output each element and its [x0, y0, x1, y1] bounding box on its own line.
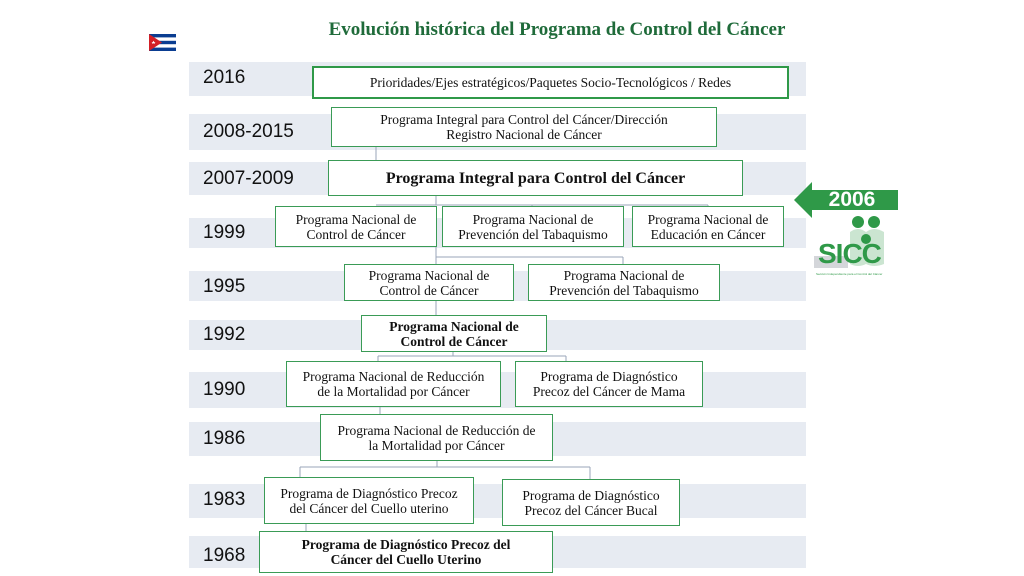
year-label: 1968 — [203, 545, 246, 566]
program-box-1983-cuello: Programa de Diagnóstico Precoz del Cáncer del Cuello uterino — [264, 477, 474, 524]
year-label: 1990 — [203, 379, 246, 400]
program-box-1999-educacion: Programa Nacional de Educación en Cáncer — [632, 206, 784, 247]
year-label: 1999 — [203, 222, 246, 243]
program-box-1968: Programa de Diagnóstico Precoz del Cáncer del Cuello Uterino — [259, 531, 553, 573]
year-label: 1995 — [203, 276, 246, 297]
program-box-2008-2015: Programa Integral para Control del Cáncer/Dirección Registro Nacional de Cáncer — [331, 107, 717, 147]
program-box-1999-tabaquismo: Programa Nacional de Prevención del Tabaquismo — [442, 206, 624, 247]
program-box-1992: Programa Nacional de Control de Cáncer — [361, 315, 547, 352]
program-box-1990-mama: Programa de Diagnóstico Precoz del Cáncer de Mama — [515, 361, 703, 407]
program-box-1995-tabaquismo: Programa Nacional de Prevención del Tabaquismo — [528, 264, 720, 301]
year-label: 2016 — [203, 67, 246, 88]
program-box-1995-control: Programa Nacional de Control de Cáncer — [344, 264, 514, 301]
program-box-1983-bucal: Programa de Diagnóstico Precoz del Cáncer Bucal — [502, 479, 680, 526]
arrow-label: 2006 — [828, 188, 876, 211]
program-box-1986: Programa Nacional de Reducción de la Mortalidad por Cáncer — [320, 414, 553, 461]
program-box-2016: Prioridades/Ejes estratégicos/Paquetes Socio-Tecnológicos / Redes — [312, 66, 789, 99]
logo-text: SICC — [818, 238, 881, 269]
program-box-1999-control: Programa Nacional de Control de Cáncer — [275, 206, 437, 247]
sicc-logo — [812, 212, 896, 280]
year-label: 1986 — [203, 428, 246, 449]
program-box-2007-2009: Programa Integral para Control del Cáncer — [328, 160, 743, 196]
year-label: 1992 — [203, 324, 246, 345]
page-title: Evolución histórica del Programa de Control del Cáncer — [328, 19, 786, 40]
year-label: 1983 — [203, 489, 246, 510]
program-box-1990-reduccion: Programa Nacional de Reducción de la Mortalidad por Cáncer — [286, 361, 501, 407]
year-label: 2007-2009 — [203, 168, 294, 189]
year-label: 2008-2015 — [203, 121, 294, 142]
logo-subtitle: Sección Independiente para el Control del Cáncer — [816, 272, 883, 276]
